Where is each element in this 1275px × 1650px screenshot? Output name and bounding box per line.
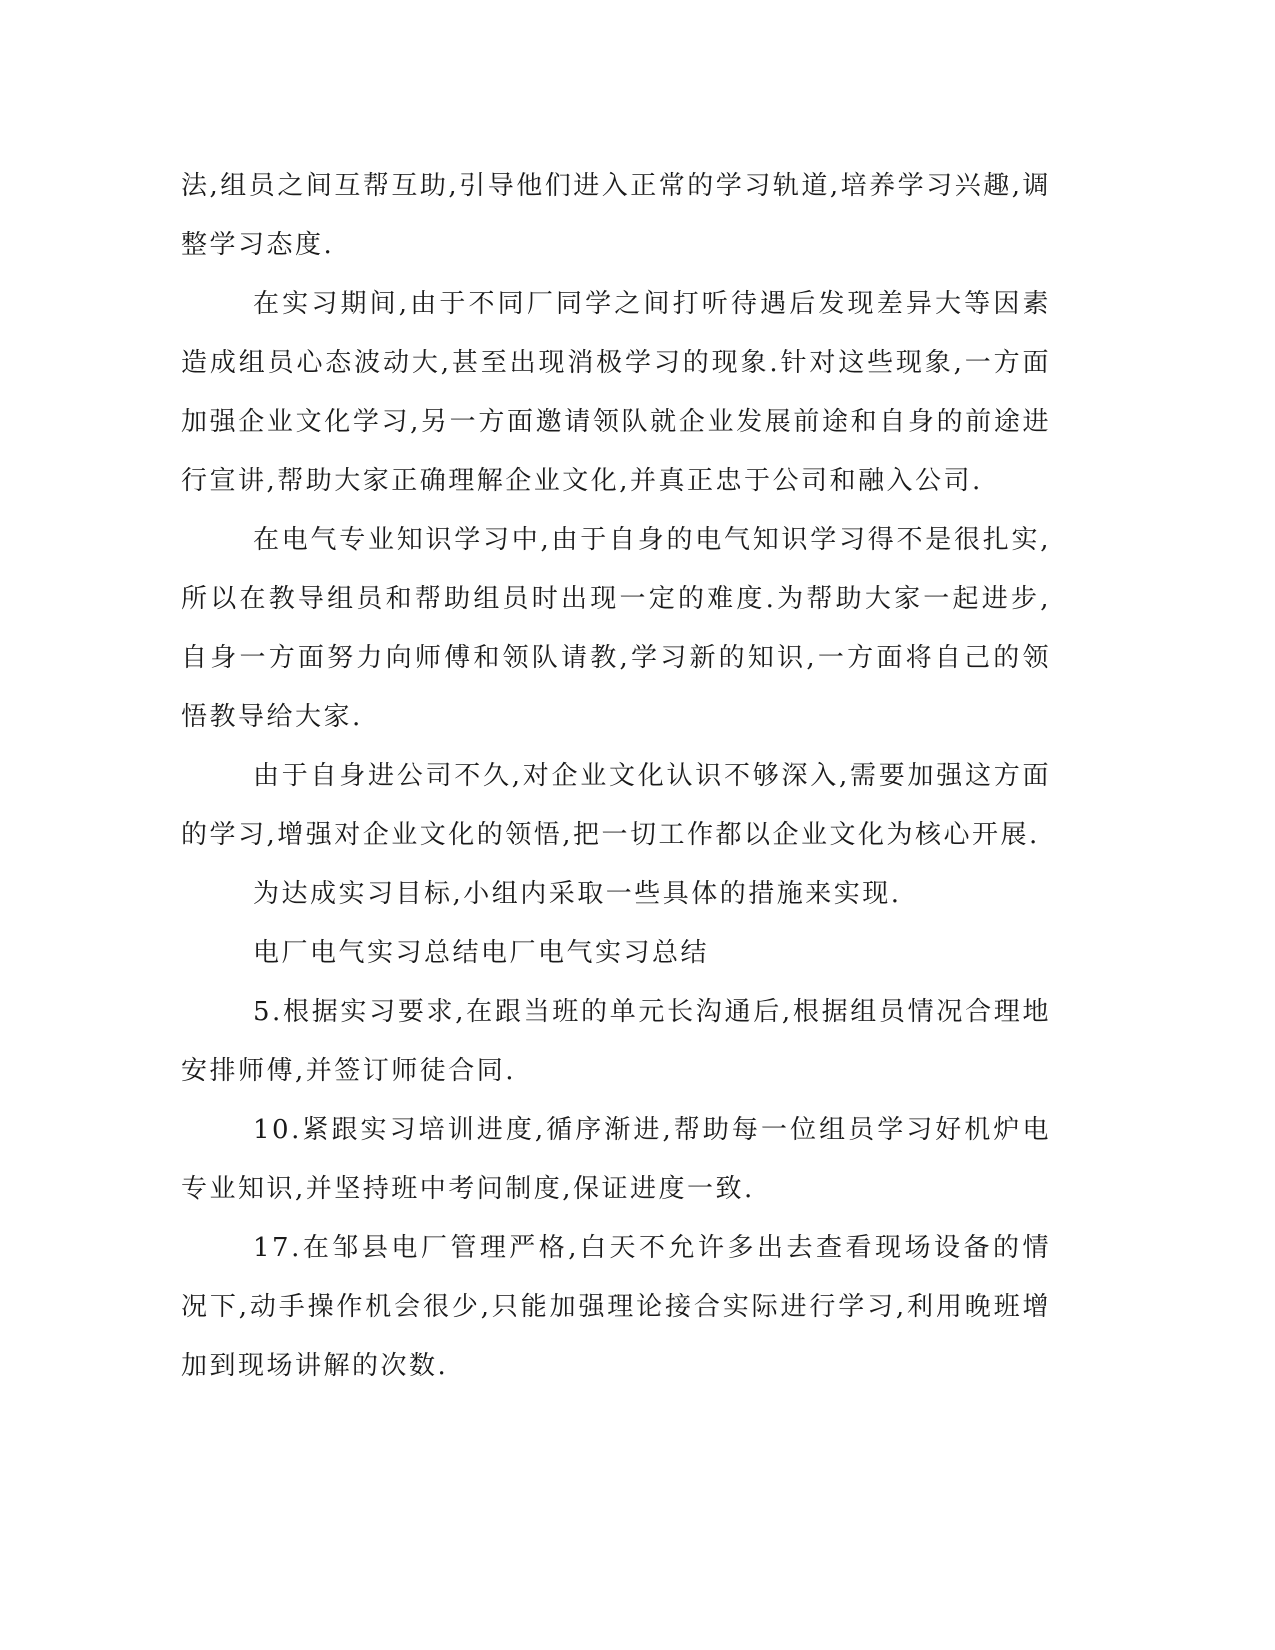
paragraph-2: 在实习期间,由于不同厂同学之间打听待遇后发现差异大等因素造成组员心态波动大,甚至出现消极学习的现象.针对这些现象,一方面加强企业文化学习,另一方面邀请领队就企业发展前途和自身的前途进行宣讲,帮助大家正确理解企业文化,并真正忠于公司和融入公司. bbox=[181, 289, 1051, 496]
paragraph-4: 由于自身进公司不久,对企业文化认识不够深入,需要加强这方面的学习,增强对企业文化的领悟,把一切工作都以企业文化为核心开展. bbox=[181, 761, 1051, 850]
document-body bbox=[181, 157, 1051, 1396]
paragraph-8: 10.紧跟实习培训进度,循序渐进,帮助每一位组员学习好机炉电专业知识,并坚持班中考问制度,保证进度一致. bbox=[181, 1115, 1051, 1204]
paragraph-9: 17.在邹县电厂管理严格,白天不允许多出去查看现场设备的情况下,动手操作机会很少,只能加强理论接合实际进行学习,利用晚班增加到现场讲解的次数. bbox=[181, 1233, 1051, 1381]
paragraph-7: 5.根据实习要求,在跟当班的单元长沟通后,根据组员情况合理地安排师傅,并签订师徒合同. bbox=[181, 997, 1051, 1086]
paragraph-6: 电厂电气实习总结电厂电气实习总结 bbox=[253, 938, 710, 968]
paragraph-1: 法,组员之间互帮互助,引导他们进入正常的学习轨道,培养学习兴趣,调整学习态度. bbox=[181, 171, 1051, 260]
paragraph-3: 在电气专业知识学习中,由于自身的电气知识学习得不是很扎实,所以在教导组员和帮助组员时出现一定的难度.为帮助大家一起进步,自身一方面努力向师傅和领队请教,学习新的知识,一方面将自己的领悟教导给大家. bbox=[181, 525, 1051, 732]
paragraph-5: 为达成实习目标,小组内采取一些具体的措施来实现. bbox=[253, 879, 902, 909]
